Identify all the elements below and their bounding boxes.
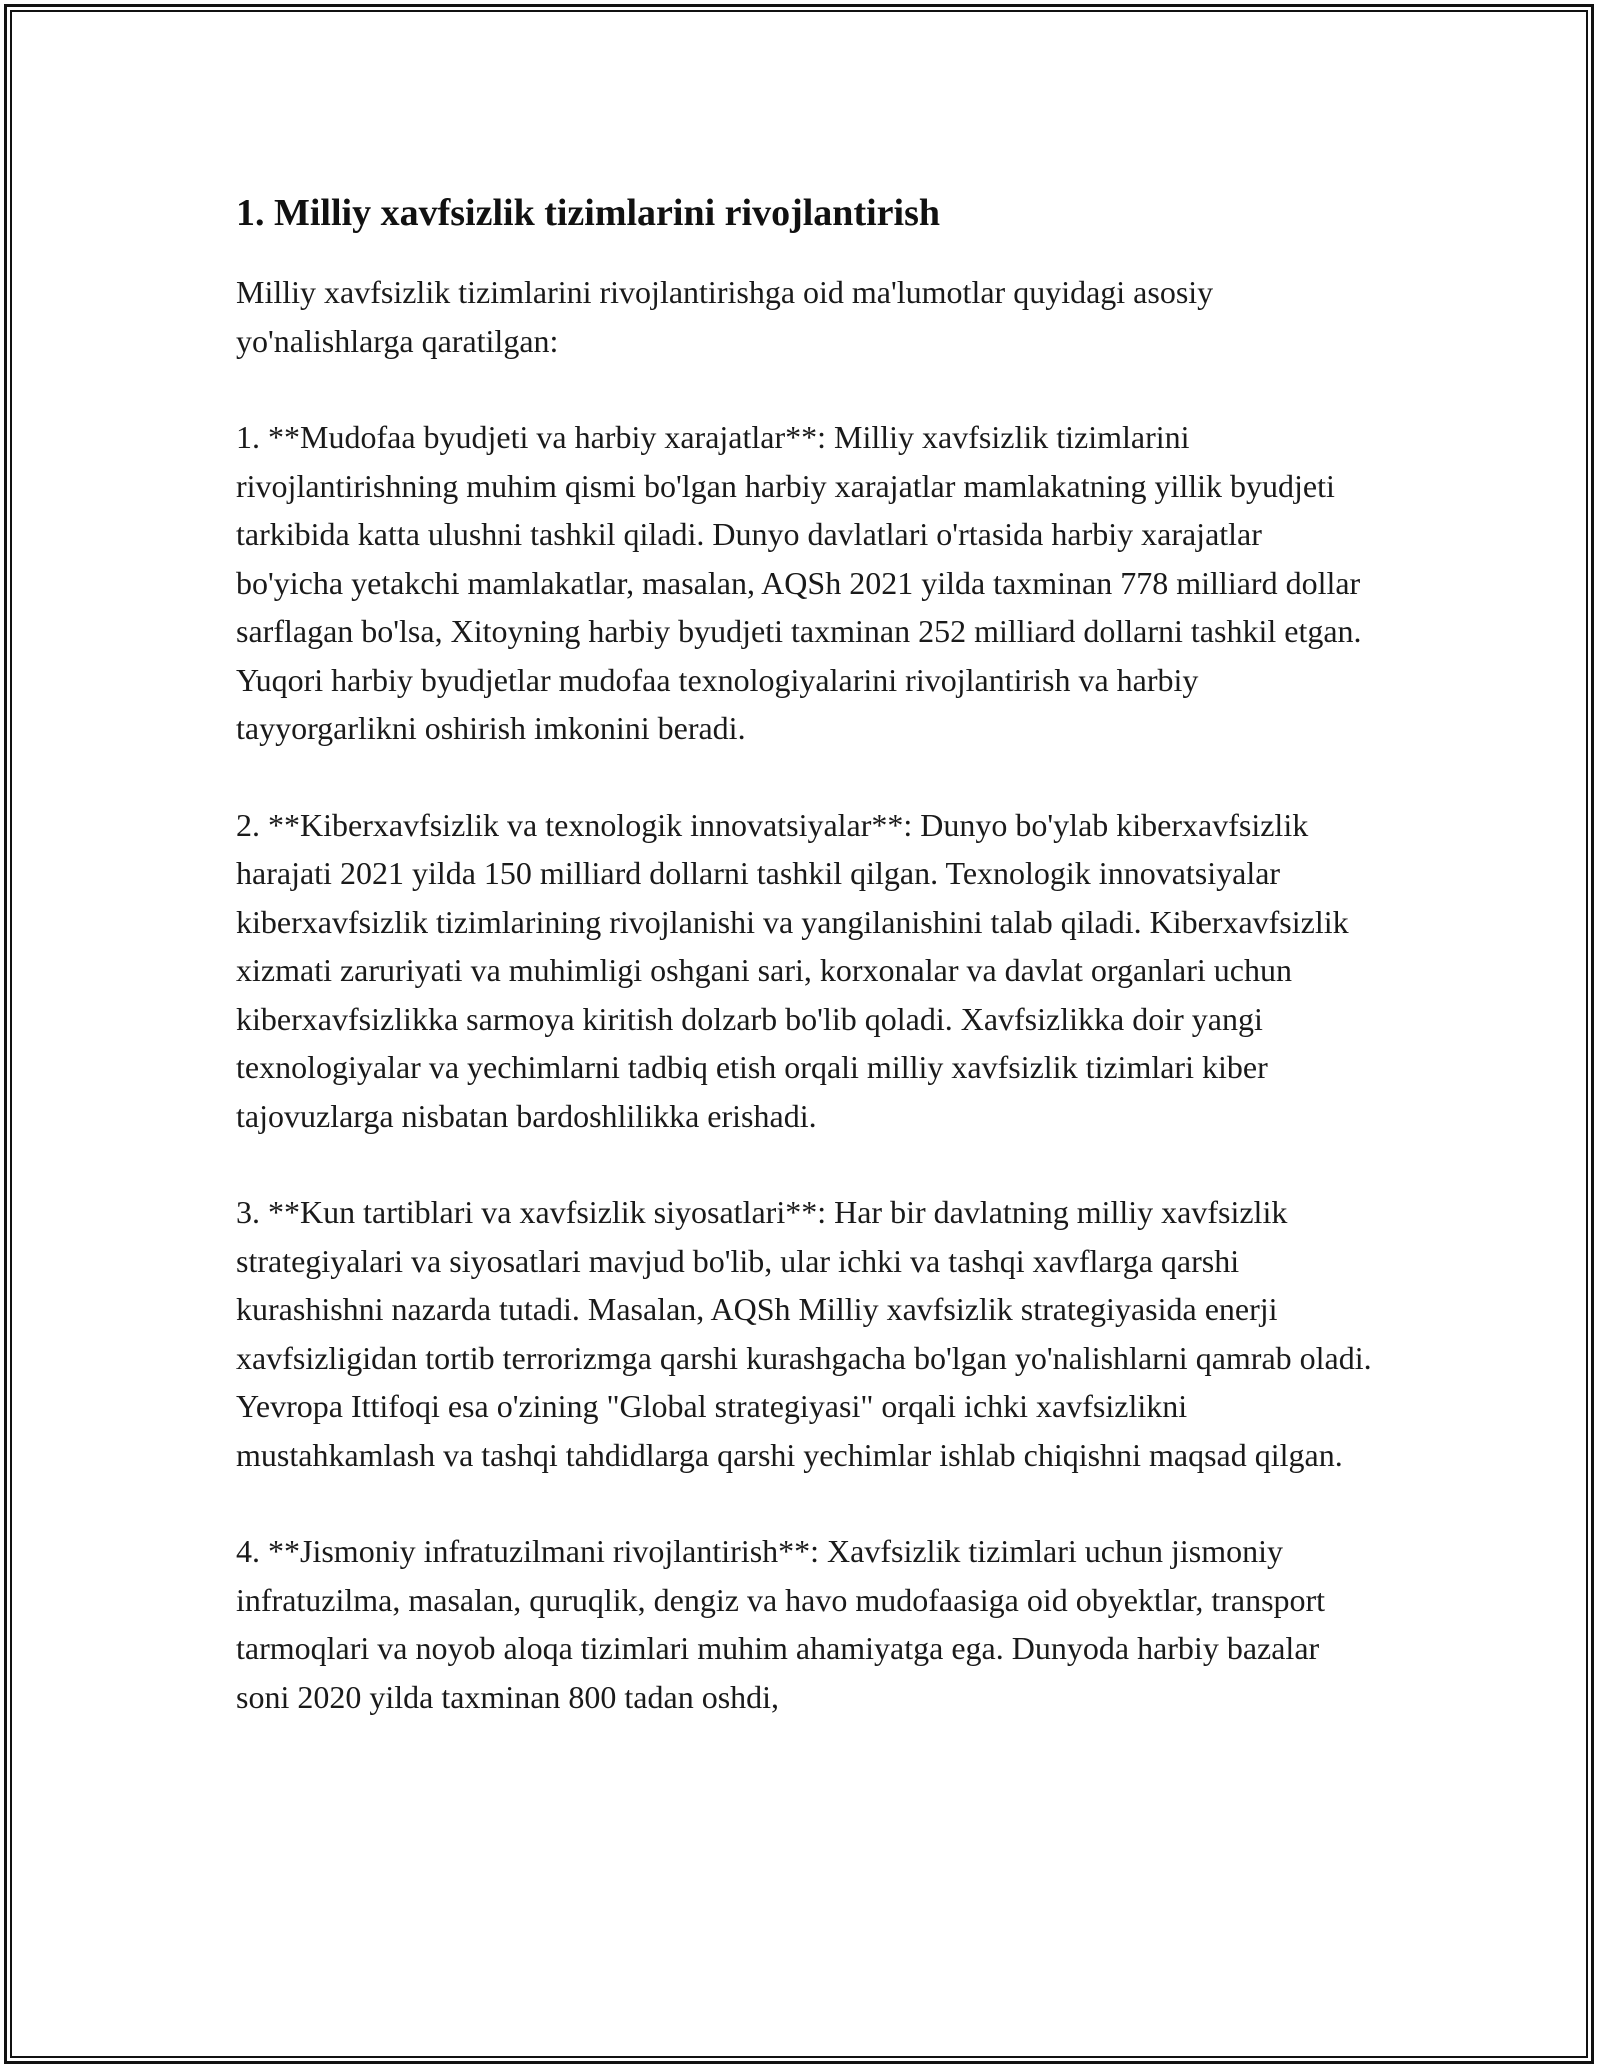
- paragraph-physical-infrastructure: 4. **Jismoniy infratuzilmani rivojlantirish**: Xavfsizlik tizimlari uchun jismoniy infratuzilma, masalan, quruqlik, dengiz va havo mudofaasiga oid obyektlar, transport tarmoqlari va noyob aloqa tizimlari muhim ahamiyatga ega. Dunyoda harbiy bazalar soni 2020 yilda taxminan 800 tadan oshdi,: [236, 1533, 1326, 1715]
- paragraph-cybersecurity: 2. **Kiberxavfsizlik va texnologik innovatsiyalar**: Dunyo bo'ylab kiberxavfsizlik harajati 2021 yilda 150 milliard dollarni tashkil qilgan. Texnologik innovatsiyalar kiberxavfsizlik tizimlarining rivojlanishi va yangilanishini talab qiladi. Kiberxavfsizlik xizmati zaruriyati va muhimligi oshgani sari, korxonalar va davlat organlari uchun kiberxavfsizlikka sarmoya kiritish dolzarb bo'lib qoladi. Xavfsizlikka doir yangi texnologiyalar va yechimlarni tadbiq etish orqali milliy xavfsizlik tizimlari kiber tajovuzlarga nisbatan bardoshlilikka erishadi.: [236, 806, 1349, 1134]
- paragraph-security-policies: 3. **Kun tartiblari va xavfsizlik siyosatlari**: Har bir davlatning milliy xavfsizlik strategiyalari va siyosatlari mavjud bo'lib, ular ichki va tashqi xavflarga qarshi kurashishni nazarda tutadi. Masalan, AQSh Milliy xavfsizlik strategiyasida enerji xavfsizligidan tortib terrorizmga qarshi kurashgacha bo'lgan yo'nalishlarni qamrab oladi. Yevropa Ittifoqi esa o'zining "Global strategiyasi" orqali ichki xavfsizlikni mustahkamlash va tashqi tahdidlarga qarshi yechimlar ishlab chiqishni maqsad qilgan.: [236, 1194, 1372, 1473]
- section-heading: 1. Milliy xavfsizlik tizimlarini rivojlantirish: [236, 192, 941, 234]
- paragraph-defense-budget: 1. **Mudofaa byudjeti va harbiy xarajatlar**: Milliy xavfsizlik tizimlarini rivojlantirishning muhim qismi bo'lgan harbiy xarajatlar mamlakatning yillik byudjeti tarkibida katta ulushni tashkil qiladi. Dunyo davlatlari o'rtasida harbiy xarajatlar bo'yicha yetakchi mamlakatlar, masalan, AQSh 2021 yilda taxminan 778 milliard dollar sarflagan bo'lsa, Xitoyning harbiy byudjeti taxminan 252 milliard dollarni tashkil etgan. Yuqori harbiy byudjetlar mudofaa texnologiyalarini rivojlantirish va harbiy tayyorgarlikni oshirish imkonini beradi.: [236, 419, 1362, 746]
- intro-paragraph: Milliy xavfsizlik tizimlarini rivojlantirishga oid ma'lumotlar quyidagi asosiy yo'nalishlarga qaratilgan:: [236, 274, 1214, 359]
- document-body: [236, 188, 1376, 1769]
